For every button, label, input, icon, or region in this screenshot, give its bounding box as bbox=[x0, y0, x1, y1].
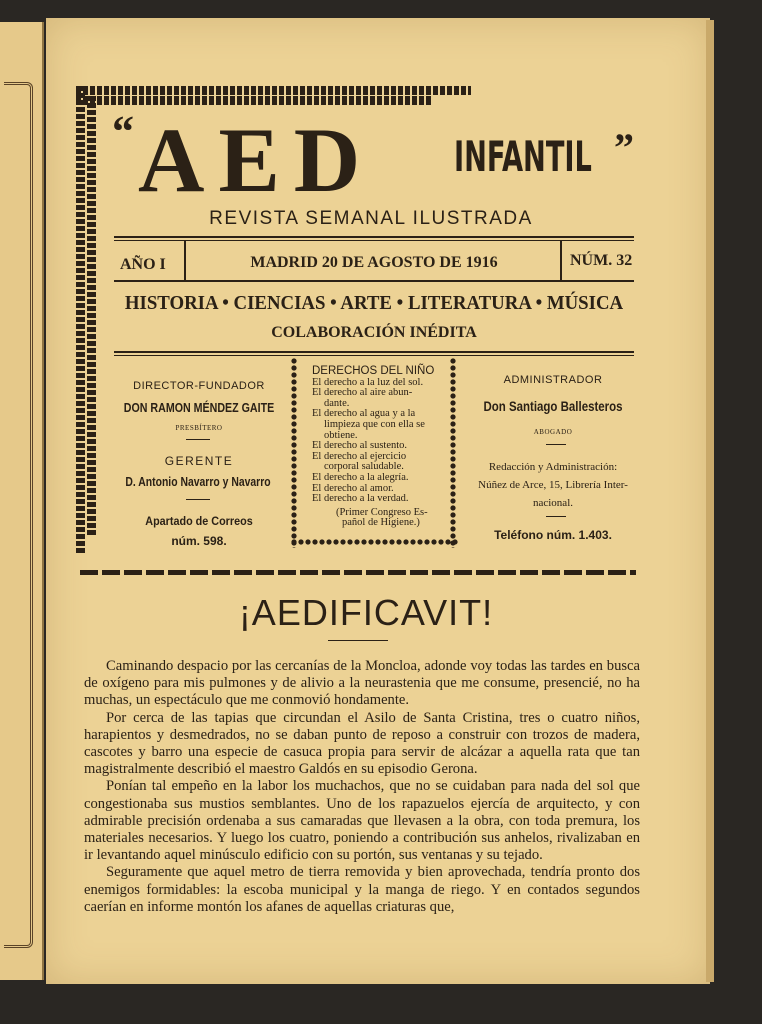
masthead-open-quote: “ bbox=[112, 107, 134, 156]
rights-box bbox=[312, 366, 448, 529]
masthead-subtitle: INFANTIL bbox=[454, 132, 592, 181]
article-paragraph: Seguramente que aquel metro de tierra removida y bien aprovechada, tendría pronto dos enemigos formidables: la escoba municipal y la manga de riego. Y en contados segundos caerían en informe montón los afanes de aquellas criaturas que, bbox=[84, 864, 640, 915]
issue-bar-top-rule bbox=[114, 236, 634, 238]
rights-source-line1: (Primer Congreso Es- bbox=[336, 506, 428, 518]
manager-name: D. Antonio Navarro y Navarro bbox=[125, 474, 271, 489]
rights-line: El derecho a la alegría. bbox=[312, 471, 409, 483]
address-line3: nacional. bbox=[532, 497, 573, 509]
divider-short bbox=[546, 444, 566, 445]
rights-line: El derecho al aire abun- bbox=[312, 387, 413, 399]
director-role: DIRECTOR-FUNDADOR bbox=[133, 380, 265, 392]
telephone: Teléfono núm. 1.403. bbox=[494, 528, 612, 542]
rights-line: corporal saludable. bbox=[324, 461, 404, 473]
left-page-edge bbox=[0, 22, 44, 980]
masthead-close-quote: ” bbox=[614, 125, 634, 170]
address-block bbox=[458, 458, 648, 512]
article-paragraph: Ponían tal empeño en la labor los muchachos, que no se cuidaban para nada del sol que congestionaba sus mustios semblantes. Uno de los rapazuelos ejercía de arquitecto, y con admirable precisión ordenaba a sus camaradas que llevasen a la obra, con toda premura, los materiales necesarios. Y luego los cuatro, poniendo a contribución sus anhelos, rivalizaban en ir levantando aquel minúsculo edificio con su portón, sus ventanas y su tejado. bbox=[84, 778, 640, 864]
director-title: PRESBÍTERO bbox=[175, 424, 223, 432]
rights-line: El derecho a la luz del sol. bbox=[312, 376, 424, 388]
issue-number: NÚM. 32 bbox=[570, 252, 633, 269]
rights-box-border-bottom bbox=[291, 539, 459, 546]
rights-line: obtiene. bbox=[324, 429, 358, 441]
divider-short bbox=[186, 439, 210, 440]
rights-heading: DERECHOS DEL NIÑO bbox=[312, 365, 435, 377]
article-body bbox=[84, 658, 640, 916]
collaboration-note: COLABORACIÓN INÉDITA bbox=[271, 324, 477, 341]
administrator-name: Don Santiago Ballesteros bbox=[483, 398, 623, 414]
rights-line: El derecho al agua y a la bbox=[312, 408, 416, 420]
mosaic-frame-top-inner bbox=[76, 96, 431, 105]
rights-line: El derecho al amor. bbox=[312, 482, 394, 494]
article-paragraph: Caminando despacio por las cercanías de la Moncloa, adonde voy todas las tardes en busca de oxígeno para mis pulmones y de alivio a la neurastenia que me consume, presencié, no ha muchas, un espectáculo que me conmovió hondamente. bbox=[84, 658, 640, 709]
rights-line: dante. bbox=[324, 397, 350, 409]
issue-bar-bottom-rule bbox=[114, 280, 634, 282]
ornamental-border bbox=[4, 82, 33, 948]
po-box-line1: Apartado de Correos bbox=[145, 514, 253, 528]
issue-bar-top-rule-thin bbox=[114, 240, 634, 241]
headline-underline bbox=[328, 640, 388, 641]
rights-line: El derecho al sustento. bbox=[312, 440, 408, 452]
manager-role: GERENTE bbox=[164, 454, 234, 468]
article-headline: ¡AEDIFICAVIT! bbox=[238, 592, 494, 633]
masthead-title: AED bbox=[138, 109, 375, 211]
mosaic-frame-top bbox=[76, 86, 471, 95]
divider-short bbox=[546, 516, 566, 517]
magazine-page bbox=[46, 18, 710, 984]
article-paragraph: Por cerca de las tapias que circundan el Asilo de Santa Cristina, tres o cuatro niños, harapientos y desmedrados, no se daban punto de reposo a construir con trozos de madera, cascotes y barro una especie de casuca propia para servir de alcázar a aquella rata que tan magistralmente describió el maestro Galdós en su episodio Gerona. bbox=[84, 709, 640, 778]
issue-bar-divider-right bbox=[560, 240, 562, 280]
rights-line: El derecho al ejercicio bbox=[312, 450, 407, 462]
divider-short bbox=[186, 499, 210, 500]
issue-year: AÑO I bbox=[120, 256, 166, 273]
masthead-tagline: REVISTA SEMANAL ILUSTRADA bbox=[209, 208, 533, 229]
header-separator bbox=[80, 570, 636, 575]
address-line1: Redacción y Administración: bbox=[488, 461, 618, 473]
rights-box-border-left bbox=[291, 358, 298, 548]
issue-date: MADRID 20 DE AGOSTO DE 1916 bbox=[250, 254, 498, 271]
administrator-title: ABOGADO bbox=[533, 428, 573, 436]
director-name: DON RAMON MÉNDEZ GAITE bbox=[123, 400, 275, 415]
mosaic-frame-left-inner bbox=[87, 96, 96, 536]
topics-rule-thin bbox=[114, 355, 634, 356]
rights-source-line2: pañol de Higiene.) bbox=[342, 517, 420, 529]
topics-line: HISTORIA • CIENCIAS • ARTE • LITERATURA • MÚSICA bbox=[124, 292, 624, 314]
topics-rule bbox=[114, 351, 634, 353]
rights-line: limpieza que con ella se bbox=[324, 418, 425, 430]
administrator-role: ADMINISTRADOR bbox=[503, 374, 603, 386]
address-line2: Núñez de Arce, 15, Librería Inter- bbox=[478, 479, 628, 491]
po-box-line2: núm. 598. bbox=[171, 534, 227, 548]
page-edge bbox=[706, 20, 714, 982]
rights-line: El derecho a la verdad. bbox=[312, 493, 409, 505]
rights-box-border-right bbox=[450, 358, 457, 548]
issue-bar-divider-left bbox=[184, 240, 186, 280]
mosaic-frame-left bbox=[76, 86, 85, 554]
